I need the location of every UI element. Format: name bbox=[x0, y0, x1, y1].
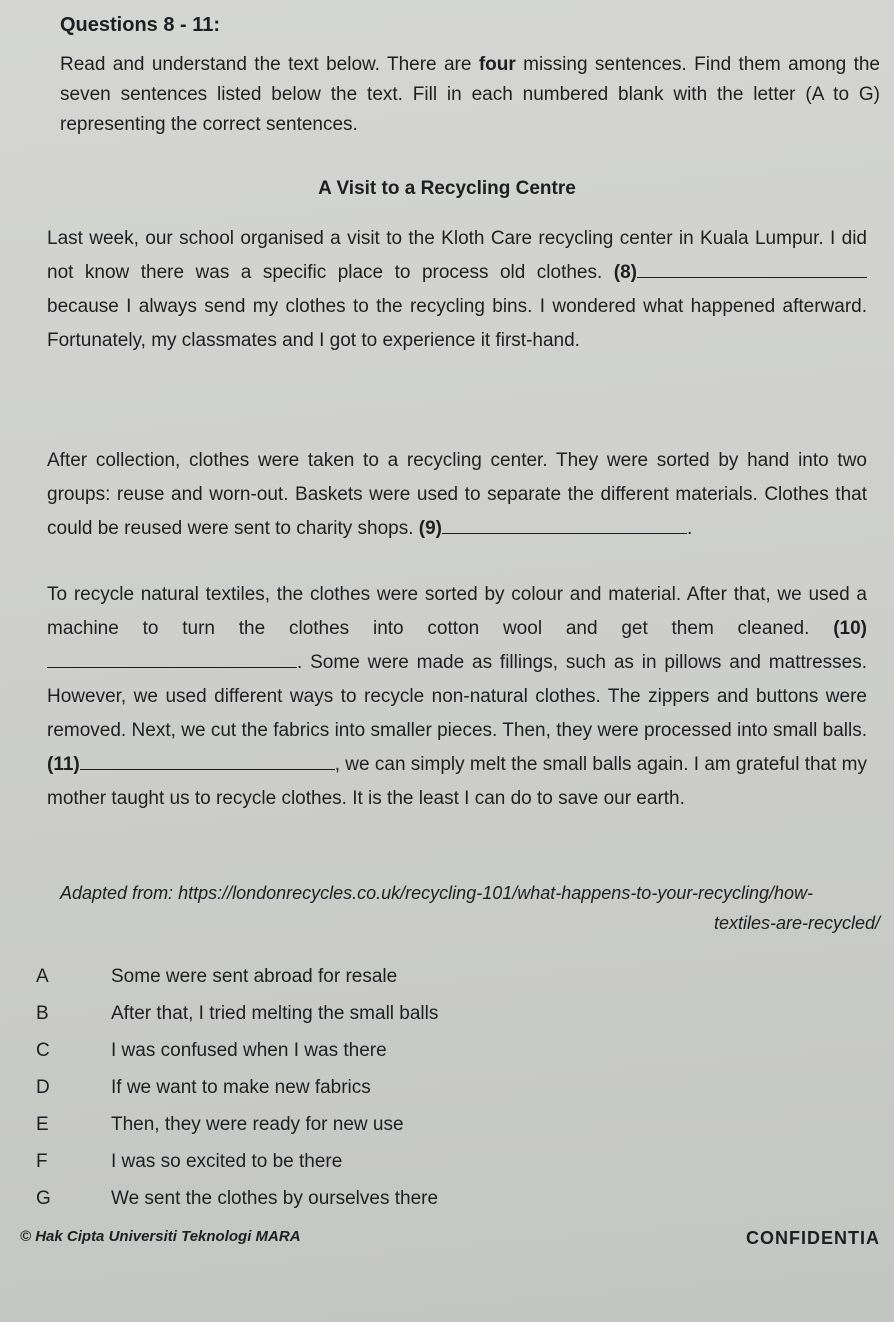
option-text: We sent the clothes by ourselves there bbox=[111, 1187, 439, 1209]
option-b bbox=[30, 995, 630, 1032]
p1-text-b: because I always send my clothes to the recycling bins. I wondered what happened afterward. Fortunately, my classmates and I got to experience it first-hand. bbox=[47, 296, 867, 351]
option-text: If we want to make new fabrics bbox=[111, 1076, 371, 1098]
option-f bbox=[30, 1143, 630, 1180]
option-e bbox=[30, 1106, 630, 1143]
option-letter: B bbox=[36, 1002, 49, 1024]
p3-text-b: . Some were made as fillings, such as in pillows and mattresses. However, we used different ways to recycle non-natural clothes. The zippers and buttons were removed. Next, we cut the fabrics into smaller pieces. Then, they were processed into small balls. bbox=[47, 652, 867, 741]
p3-text-c: , we can simply melt the small balls again. I am grateful that my mother taught us to recycle clothes. It is the least I can do to save our earth. bbox=[47, 754, 867, 809]
passage-title: A Visit to a Recycling Centre bbox=[318, 178, 576, 199]
option-letter: G bbox=[36, 1187, 51, 1209]
paragraph-3 bbox=[47, 578, 867, 816]
option-letter: F bbox=[36, 1150, 48, 1172]
option-letter: D bbox=[36, 1076, 50, 1098]
blank-8-number: (8) bbox=[613, 262, 637, 283]
p2-text-b: . bbox=[687, 518, 693, 539]
options-list bbox=[30, 958, 630, 1217]
p1-text-a: Last week, our school organised a visit to the Kloth Care recycling center in Kuala Lumpur. I did not know there was a specific place to process old clothes. bbox=[47, 228, 867, 283]
source-citation bbox=[60, 878, 880, 938]
source-line-1: Adapted from: https://londonrecycles.co.uk/recycling-101/what-happens-to-your-recycling/how- bbox=[60, 883, 814, 903]
blank-10[interactable] bbox=[47, 649, 297, 668]
option-text: Some were sent abroad for resale bbox=[111, 965, 398, 987]
paragraph-1 bbox=[47, 222, 867, 358]
option-letter: A bbox=[36, 965, 49, 987]
option-a bbox=[30, 958, 630, 995]
instructions-bold: four bbox=[478, 54, 516, 75]
option-letter: E bbox=[36, 1113, 49, 1135]
source-line-2: textiles-are-recycled/ bbox=[713, 913, 880, 933]
option-text: After that, I tried melting the small balls bbox=[111, 1002, 439, 1024]
p2-text-a: After collection, clothes were taken to a recycling center. They were sorted by hand into two groups: reuse and worn-out. Baskets were used to separate the different materials. Clothes that could be reused were sent to charity shops. bbox=[47, 450, 867, 539]
option-c bbox=[30, 1032, 630, 1069]
paragraph-2 bbox=[47, 444, 867, 546]
blank-9-number: (9) bbox=[418, 518, 442, 539]
option-text: Then, they were ready for new use bbox=[111, 1113, 404, 1135]
instructions-text: Read and understand the text below. There are bbox=[60, 54, 479, 75]
option-text: I was so excited to be there bbox=[111, 1150, 343, 1172]
instructions-text-end: missing sentences. Find them among the seven sentences listed below the text. Fill in each numbered blank with the letter (A to G) representing the correct sentences. bbox=[60, 54, 880, 135]
blank-8[interactable] bbox=[637, 259, 867, 278]
option-text: I was confused when I was there bbox=[111, 1039, 387, 1061]
questions-heading: Questions 8 - 11: bbox=[60, 14, 221, 36]
blank-11-number: (11) bbox=[47, 754, 80, 775]
copyright-footer: © Hak Cipta Universiti Teknologi MARA bbox=[20, 1228, 301, 1245]
confidential-label: CONFIDENTIA bbox=[746, 1228, 880, 1248]
blank-9[interactable] bbox=[442, 515, 687, 534]
option-letter: C bbox=[36, 1039, 50, 1061]
option-d bbox=[30, 1069, 630, 1106]
p3-text-a: To recycle natural textiles, the clothes were sorted by colour and material. After that, we used a machine to turn the clothes into cotton wool and get them cleaned. bbox=[47, 584, 867, 639]
blank-11[interactable] bbox=[80, 751, 335, 770]
blank-10-number: (10) bbox=[833, 618, 867, 639]
option-g bbox=[30, 1180, 630, 1217]
instructions bbox=[60, 50, 880, 140]
